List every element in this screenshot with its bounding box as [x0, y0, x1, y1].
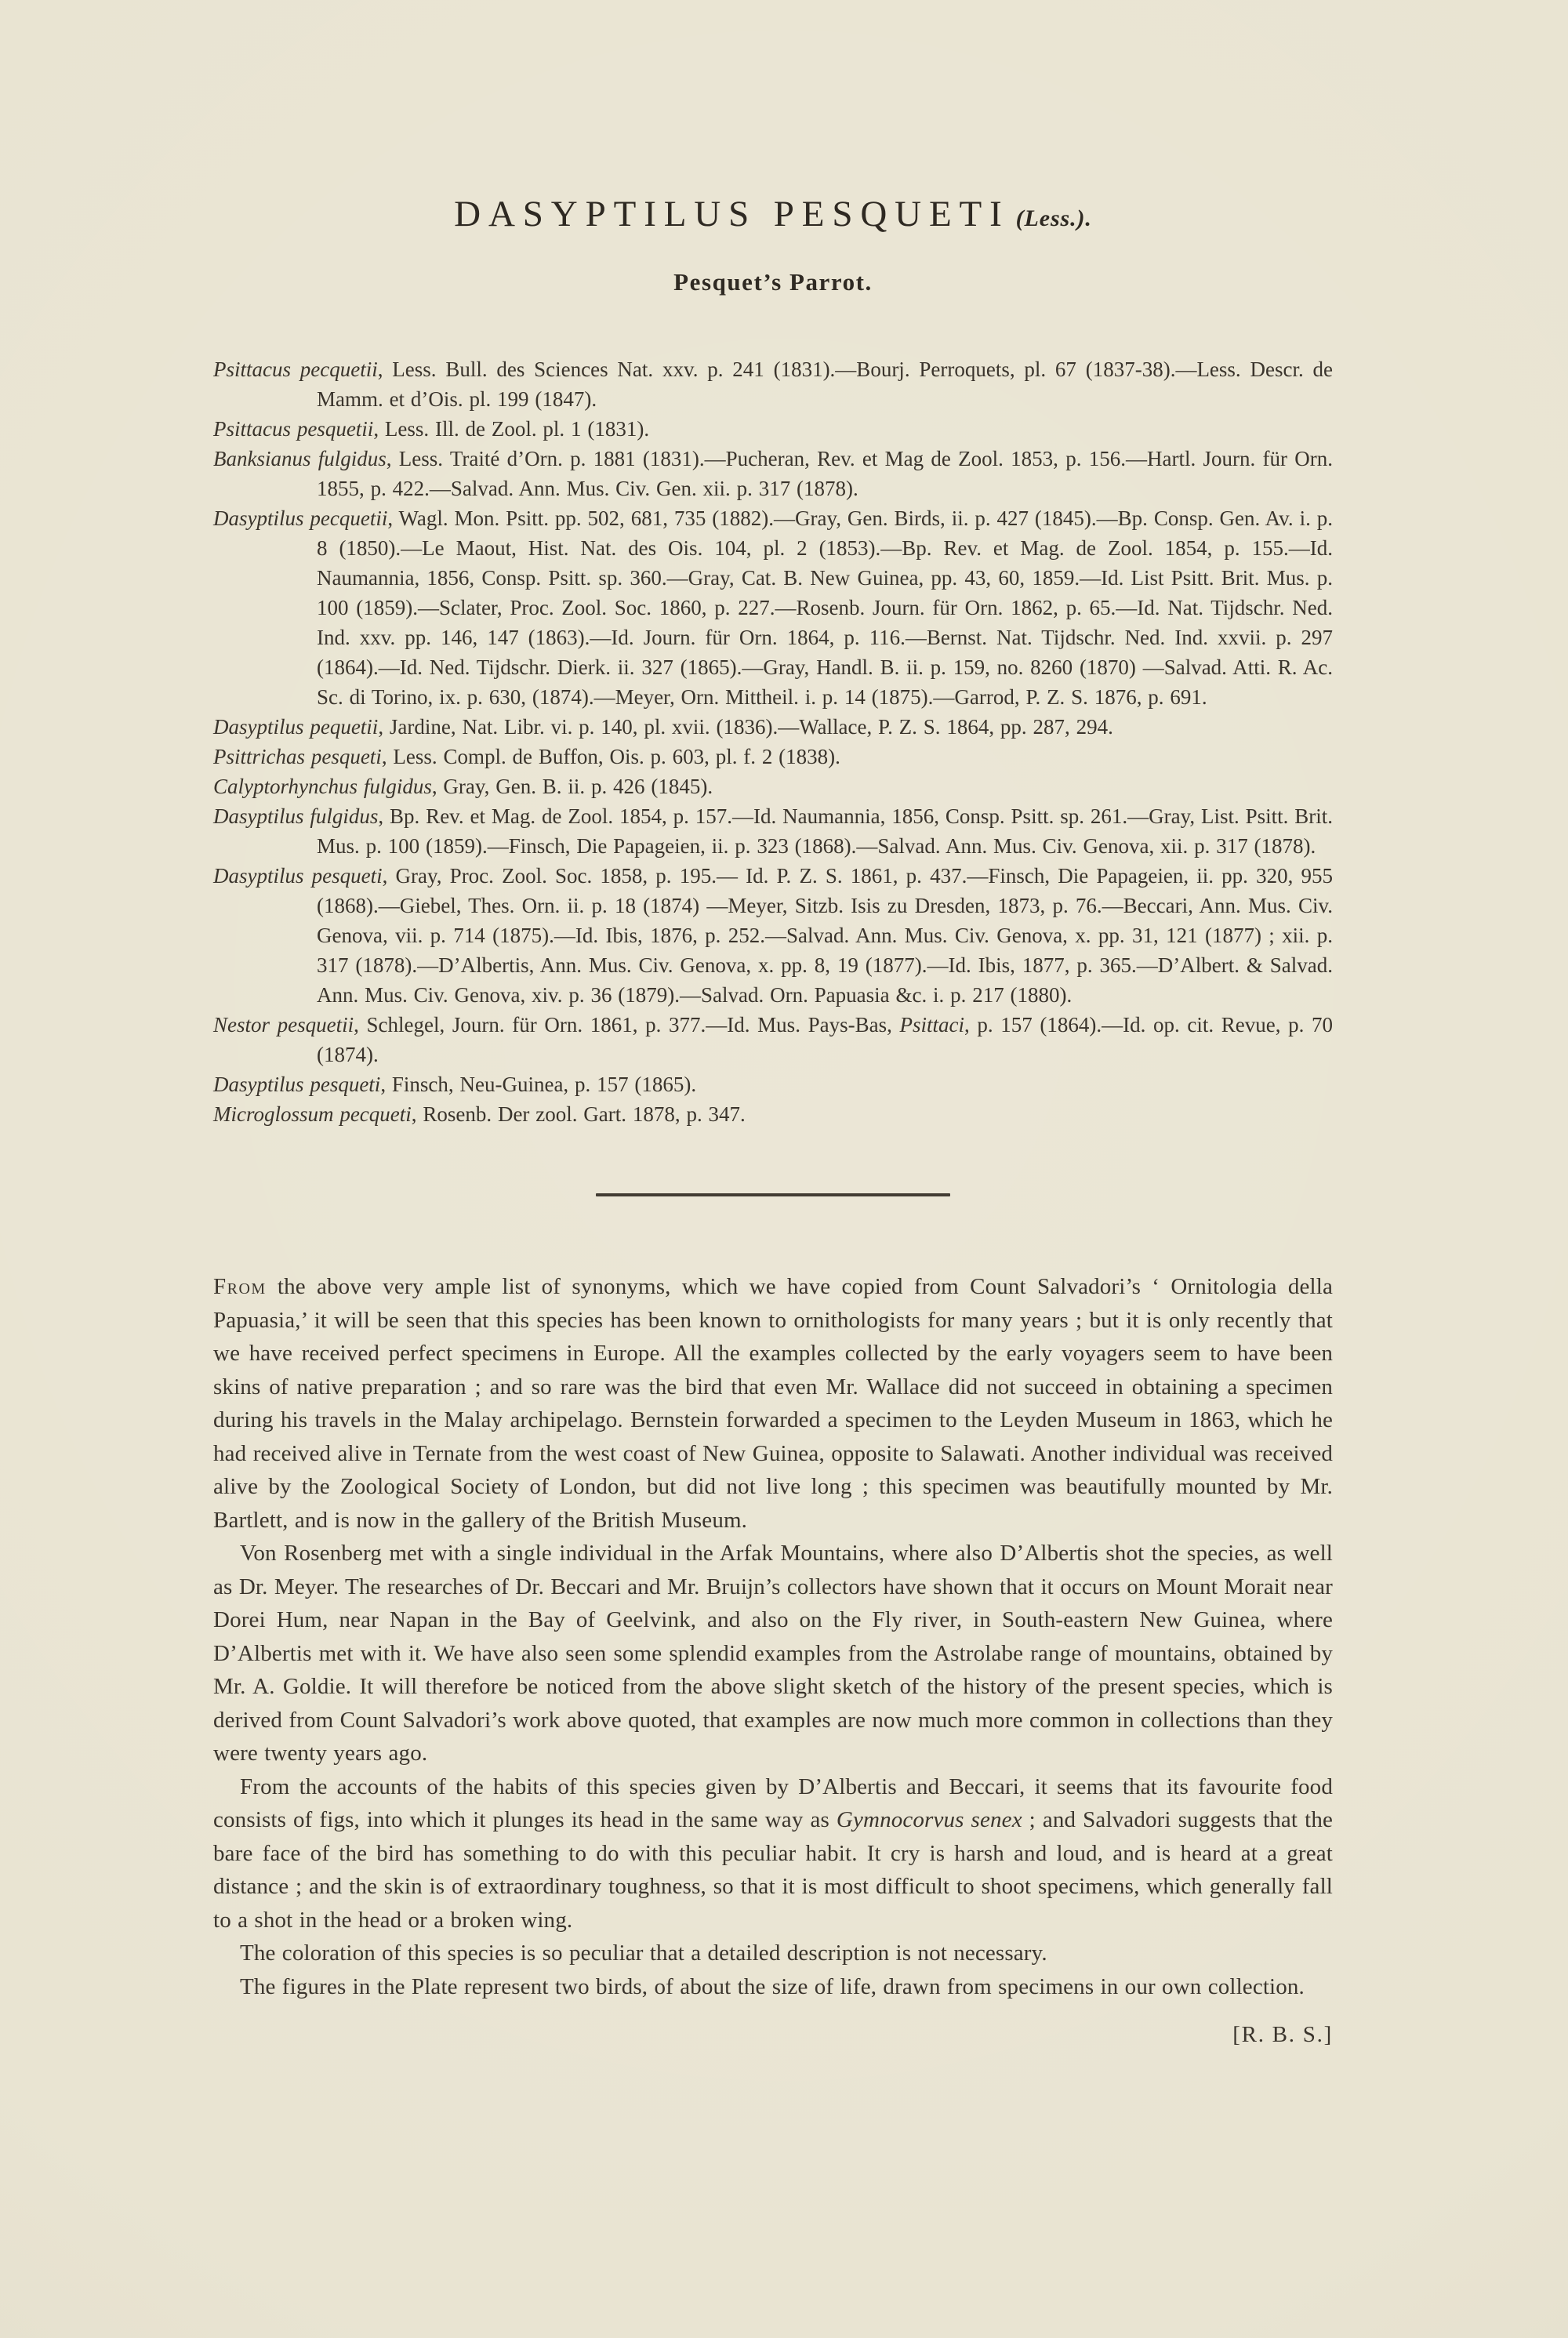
citation-text: , p. 157 (1864).—Id. op. cit. Revue, p. 70 (1874).: [317, 1013, 1334, 1066]
paragraph-text: From the accounts of the habits of this species given by D’Albertis and Beccari, it seems that its favourite food consists of figs, into which it plunges its head in the same way as: [213, 1773, 1333, 1832]
citation-text: , Less. Compl. de Buffon, Ois. p. 603, pl. f. 2 (1838).: [381, 745, 840, 768]
species-name: Nestor pesquetii: [213, 1013, 354, 1036]
paragraph: [213, 1770, 1333, 1937]
synonymy-entry: [213, 771, 1333, 801]
species-title-text: DASYPTILUS PESQUETI: [454, 194, 1010, 234]
citation-text: , Jardine, Nat. Libr. vi. p. 140, pl. xvii. (1836).—Wallace, P. Z. S. 1864, pp. 287, 294.: [378, 715, 1113, 739]
paragraph: [213, 1537, 1333, 1770]
citation-text: , Less. Ill. de Zool. pl. 1 (1831).: [373, 417, 650, 441]
paragraph-text: ; and Salvadori suggests that the bare face of the bird has something to do with this peculiar habit. It cry is harsh and loud, and is heard at a great distance ; and the skin is of extraordinary toughness, so that it is most difficult to shoot specimens, which generally fall to a shot in the head or a broken wing.: [213, 1807, 1333, 1933]
page-title: [213, 193, 1333, 235]
synonymy-entry: [213, 801, 1333, 861]
synonymy-entry: [213, 503, 1333, 712]
citation-text: , Gray, Gen. B. ii. p. 426 (1845).: [431, 775, 713, 798]
species-name: Psittacus pesquetii: [213, 417, 374, 441]
paragraph: [213, 1970, 1333, 2004]
species-name: Calyptorhynchus fulgidus: [213, 775, 432, 798]
species-name: Dasyptilus pequetii: [213, 715, 379, 739]
paragraph: [213, 1937, 1333, 1970]
species-name: Dasyptilus pecquetii: [213, 506, 388, 530]
species-name: Psittacus pecquetii: [213, 358, 378, 381]
paragraph-text: The coloration of this species is so peculiar that a detailed description is not necessary.: [240, 1940, 1047, 1966]
cited-work-name: Psittaci: [899, 1013, 964, 1036]
species-name: Banksianus fulgidus: [213, 447, 387, 470]
citation-text: , Gray, Proc. Zool. Soc. 1858, p. 195.— Id. P. Z. S. 1861, p. 437.—Finsch, Die Papageien, ii. pp. 320, 955 (1868).—Giebel, Thes. Orn. ii. p. 18 (1874) —Meyer, Sitzb. Isis zu Dresden, 1873, p. 76.—Beccari, Ann. Mus. Civ. Genova, vii. p. 714 (1875).—Id. Ibis, 1876, p. 252.—Salvad. Ann. Mus. Civ. Genova, x. pp. 31, 121 (1877) ; xii. p. 317 (1878).—D’Albertis, Ann. Mus. Civ. Genova, x. pp. 8, 19 (1877).—Id. Ibis, 1877, p. 365.—D’Albert. & Salvad. Ann. Mus. Civ. Genova, xiv. p. 36 (1879).—Salvad. Orn. Papuasia &c. i. p. 217 (1880).: [317, 864, 1333, 1007]
citation-text: , Schlegel, Journ. für Orn. 1861, p. 377.—Id. Mus. Pays-Bas,: [354, 1013, 900, 1036]
section-divider: [596, 1193, 950, 1196]
citation-text: , Less. Bull. des Sciences Nat. xxv. p. 241 (1831).—Bourj. Perroquets, pl. 67 (1837-38).—Less. Descr. de Mamm. et d’Ois. pl. 199 (1847).: [317, 358, 1333, 411]
citation-text: , Bp. Rev. et Mag. de Zool. 1854, p. 157.—Id. Naumannia, 1856, Consp. Psitt. sp. 261.—Gray, List. Psitt. Brit. Mus. p. 100 (1859).—Finsch, Die Papageien, ii. p. 323 (1868).—Salvad. Ann. Mus. Civ. Genova, xii. p. 317 (1878).: [317, 804, 1333, 858]
paragraph-text: The figures in the Plate represent two birds, of about the size of life, drawn from specimens in our own collection.: [240, 1973, 1305, 1999]
synonymy-list: [213, 354, 1333, 1129]
species-name: Dasyptilus fulgidus: [213, 804, 379, 828]
synonymy-entry: [213, 742, 1333, 771]
citation-text: , Finsch, Neu-Guinea, p. 157 (1865).: [380, 1073, 697, 1096]
paragraph-lead-smallcaps: From: [213, 1274, 267, 1299]
title-block: [213, 0, 1333, 296]
synonymy-entry: [213, 1010, 1333, 1069]
species-name: Dasyptilus pesqueti: [213, 864, 383, 888]
species-name-inline: Gymnocorvus senex: [836, 1807, 1022, 1832]
paragraph-text: Von Rosenberg met with a single individual in the Arfak Mountains, where also D’Albertis shot the species, as well as Dr. Meyer. The researches of Dr. Beccari and Mr. Bruijn’s collectors have shown that it occurs on Mount Morait near Dorei Hum, near Napan in the Bay of Geelvink, and also on the Fly river, in South-eastern New Guinea, where D’Albertis met with it. We have also seen some splendid examples from the Astrolabe range of mountains, obtained by Mr. A. Goldie. It will therefore be noticed from the above slight sketch of the history of the present species, which is derived from Count Salvadori’s work above quoted, that examples are now much more common in collections than they were twenty years ago.: [213, 1541, 1333, 1766]
synonymy-entry: [213, 414, 1333, 444]
citation-text: , Wagl. Mon. Psitt. pp. 502, 681, 735 (1882).—Gray, Gen. Birds, ii. p. 427 (1845).—Bp. Consp. Gen. Av. i. p. 8 (1850).—Le Maout, Hist. Nat. des Ois. 104, pl. 2 (1853).—Bp. Rev. et Mag. de Zool. 1854, p. 155.—Id. Naumannia, 1856, Consp. Psitt. sp. 360.—Gray, Cat. B. New Guinea, pp. 43, 60, 1859.—Id. List Psitt. Brit. Mus. p. 100 (1859).—Sclater, Proc. Zool. Soc. 1860, p. 227.—Rosenb. Journ. für Orn. 1862, p. 65.—Id. Nat. Tijdschr. Ned. Ind. xxv. pp. 146, 147 (1863).—Id. Journ. für Orn. 1864, p. 116.—Bernst. Nat. Tijdschr. Ned. Ind. xxvii. p. 297 (1864).—Id. Ned. Tijdschr. Dierk. ii. 327 (1865).—Gray, Handl. B. ii. p. 159, no. 8260 (1870) —Salvad. Atti. R. Ac. Sc. di Torino, ix. p. 630, (1874).—Meyer, Orn. Mittheil. i. p. 14 (1875).—Garrod, P. Z. S. 1876, p. 691.: [317, 506, 1333, 709]
species-name: Psittrichas pesqueti: [213, 745, 382, 768]
synonymy-entry: [213, 1069, 1333, 1099]
synonymy-entry: [213, 1099, 1333, 1129]
synonymy-entry: [213, 444, 1333, 503]
body-text: [213, 1270, 1333, 2003]
paragraph-text: the above very ample list of synonyms, which we have copied from Count Salvadori’s ‘ Ornitologia della Papuasia,’ it will be seen that this species has been known to ornithologists for many years ; but it is only recently that we have received perfect specimens in Europe. All the examples collected by the early voyagers seem to have been skins of native preparation ; and so rare was the bird that even Mr. Wallace did not succeed in obtaining a specimen during his travels in the Malay archipelago. Bernstein forwarded a specimen to the Leyden Museum in 1863, which he had received alive in Ternate from the west coast of New Guinea, opposite to Salawati. Another individual was received alive by the Zoological Society of London, but did not live long ; this specimen was beautifully mounted by Mr. Bartlett, and is now in the gallery of the British Museum.: [213, 1274, 1333, 1533]
synonymy-entry: [213, 861, 1333, 1010]
synonymy-entry: [213, 354, 1333, 414]
title-authority: (Less.).: [1015, 205, 1092, 231]
author-initials: [R. B. S.]: [1232, 2022, 1333, 2047]
paragraph: [213, 1270, 1333, 1537]
page-subtitle: Pesquet’s Parrot.: [673, 268, 873, 296]
citation-text: , Less. Traité d’Orn. p. 1881 (1831).—Pucheran, Rev. et Mag de Zool. 1853, p. 156.—Hartl. Journ. für Orn. 1855, p. 422.—Salvad. Ann. Mus. Civ. Gen. xii. p. 317 (1878).: [317, 447, 1333, 500]
synonymy-entry: [213, 712, 1333, 742]
species-name: Dasyptilus pesqueti: [213, 1073, 381, 1096]
citation-text: , Rosenb. Der zool. Gart. 1878, p. 347.: [411, 1102, 746, 1126]
species-name: Microglossum pecqueti: [213, 1102, 412, 1126]
